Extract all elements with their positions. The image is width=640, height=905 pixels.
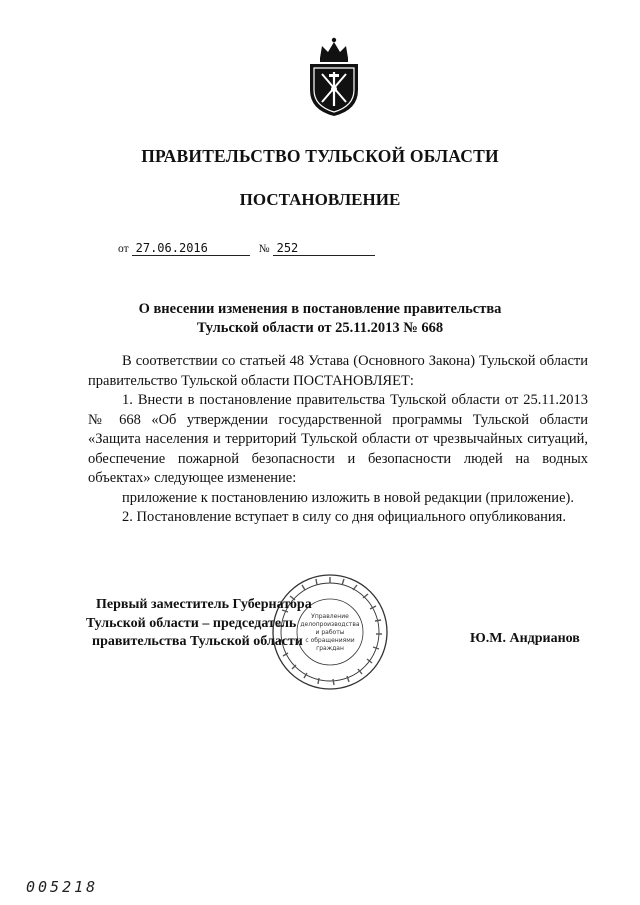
registration-line — [118, 241, 375, 256]
date-label: от — [118, 243, 129, 255]
number-label: № — [258, 243, 270, 255]
stamp-text-5: граждан — [316, 645, 344, 652]
coat-of-arms-icon — [304, 34, 364, 118]
stamp-text-4: с обращениями — [305, 637, 355, 644]
subject-line-1: О внесении изменения в постановление правительства — [138, 301, 502, 317]
organization-title: ПРАВИТЕЛЬСТВО ТУЛЬСКОЙ ОБЛАСТИ — [141, 146, 499, 166]
serial-number: 005218 — [26, 878, 99, 896]
signer-title-line-1: Первый заместитель Губернатора — [96, 597, 312, 612]
signer-name: Ю.М. Андрианов — [470, 631, 580, 646]
subject-line-2: Тульской области от 25.11.2013 № 668 — [196, 320, 444, 336]
signer-title-line-2: Тульской области – председатель — [86, 615, 297, 631]
stamp-text-3: и работы — [315, 629, 345, 636]
stamp-text-1: Управление — [311, 613, 349, 620]
body-paragraph-preamble: В соответствии со статьей 48 Устава (Основного Закона) Тульской области правительство Тульской области ПОСТАНОВЛЯЕТ: — [88, 353, 588, 389]
body-paragraph-item-1: 1. Внести в постановление правительства Тульской области от 25.11.2013 № 668 «Об утверждении государственной программы Тульской области «Защита населения и территорий Тульской области от чрезвычайных ситуаций, обеспечение пожарной безопасности и безопасности людей на водных объектах» следующее изменение: — [88, 392, 588, 486]
number-value: 252 — [273, 241, 375, 256]
body-paragraph-item-1-detail: приложение к постановлению изложить в новой редакции (приложение). — [122, 489, 574, 506]
signer-title — [86, 596, 312, 652]
stamp-text-2: делопроизводства — [300, 621, 360, 628]
document-type: ПОСТАНОВЛЕНИЕ — [239, 190, 401, 209]
document-body — [88, 352, 588, 528]
document-subject — [100, 300, 540, 338]
date-value: 27.06.2016 — [132, 241, 250, 256]
signer-title-line-3: правительства Тульской области — [92, 634, 303, 649]
body-paragraph-item-2: 2. Постановление вступает в силу со дня официального опубликования. — [122, 509, 566, 525]
